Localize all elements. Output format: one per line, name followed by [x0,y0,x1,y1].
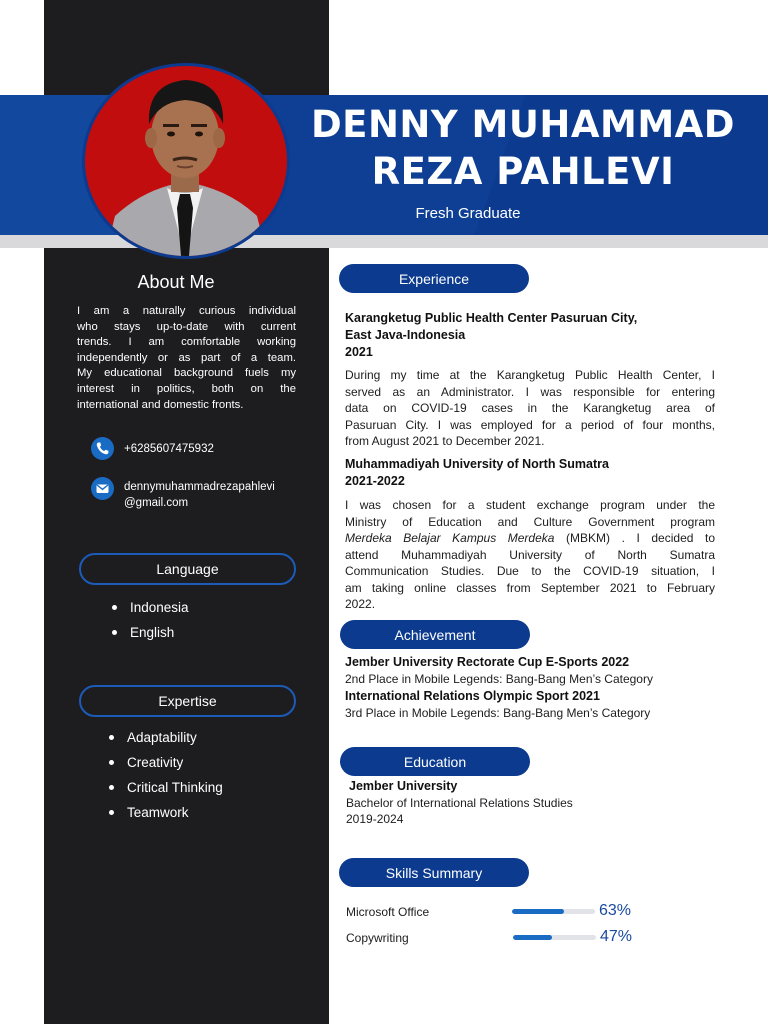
org-line: Muhammadiyah University of North Sumatra [345,457,609,471]
email-address[interactable] [124,479,275,511]
about-line: I am a naturally curious individual [77,305,296,317]
about-line: independently or as part of a team. [77,351,296,364]
name-line-1: DENNY MUHAMMAD [310,103,736,146]
skill-fill [513,935,552,940]
language-item: Indonesia [112,598,189,623]
achievement-result: 2nd Place in Mobile Legends: Bang-Bang Men’s Category [345,672,653,686]
experience-period: 2021-2022 [345,474,405,488]
email-line-2: @gmail.com [124,497,189,509]
program-name: Merdeka Belajar Kampus Merdeka [345,531,555,545]
achievement-list [345,654,745,721]
skill-fill [512,909,564,914]
about-heading: About Me [137,272,215,292]
desc-line: attend Muhammadiyah University of North Sumatra [345,547,715,562]
skill-name: Copywriting [346,931,409,945]
phone-icon [91,437,114,460]
desc-line: from August 2021 to December 2021. [345,434,545,448]
email-line-1: dennymuhammadrezapahlevi [124,481,275,493]
full-name [288,101,758,195]
skills-heading: Skills Summary [339,858,529,887]
skill-percent: 63% [599,902,632,919]
org-line: East Java-Indonesia [345,328,466,342]
expertise-list [109,728,223,828]
achievement-heading: Achievement [340,620,530,649]
mail-icon [91,477,114,500]
experience-period: 2021 [345,345,373,359]
profile-photo [82,63,290,259]
desc-line: served as an Administrator. I was responsible for entering [345,384,715,399]
desc-line: data on COVID-19 cases in the Karangketug area of [345,401,715,415]
desc-fragment: (MBKM) . I decided to [554,531,715,545]
about-text [77,304,296,413]
job-title: Fresh Graduate [415,205,521,222]
desc-line: am taking online classes from September 2021 to February [345,580,715,595]
education-degree: Bachelor of International Relations Studies [346,796,573,810]
experience-desc-1 [345,367,715,450]
mail-glyph [91,477,114,500]
org-line: Karangketug Public Health Center Pasuruan City, [345,311,638,325]
education-heading: Education [340,747,530,776]
experience-heading: Experience [339,264,529,293]
desc-line: During my time at the Karangketug Public Health Center, I [345,368,715,382]
experience-org-2 [345,456,725,490]
about-line: interest in politics, both on the [77,382,296,395]
skill-bar [512,909,595,914]
about-line: My educational background fuels my [77,367,296,380]
expertise-item: Creativity [109,753,223,778]
language-list [112,598,189,648]
achievement-event: International Relations Olympic Sport 2021 [345,688,600,703]
about-line: international and domestic fronts. [77,398,244,411]
desc-line: I was chosen for a student exchange program under the [345,498,715,512]
about-line: who stays up-to-date with current [77,320,296,333]
experience-desc-2 [345,497,715,613]
skill-name: Microsoft Office [346,905,430,919]
skill-percent: 47% [600,928,633,945]
education-period: 2019-2024 [346,812,404,826]
about-line: trends. I am comfortable working [77,336,296,349]
skill-bar [513,935,596,940]
expertise-item: Adaptability [109,728,223,753]
achievement-event: Jember University Rectorate Cup E-Sports 2022 [345,655,630,669]
phone-number[interactable]: +6285607475932 [124,443,214,455]
phone-glyph [91,437,114,460]
expertise-item: Teamwork [109,803,223,828]
language-heading: Language [79,553,296,585]
achievement-result: 3rd Place in Mobile Legends: Bang-Bang Men’s Category [345,705,651,720]
desc-line-mixed [345,530,715,547]
name-line-2: REZA PAHLEVI [371,150,675,193]
desc-line: Pasuruan City. I was employed for a period of four months, [345,417,715,432]
desc-line: Ministry of Education and Culture Government program [345,514,715,529]
portrait-illustration [85,66,287,256]
education-school: Jember University [349,779,458,793]
language-item: English [112,623,189,648]
expertise-item: Critical Thinking [109,778,223,803]
experience-org-1 [345,310,725,361]
desc-line: 2022. [345,597,376,611]
expertise-heading: Expertise [79,685,296,717]
desc-line: Communication Studies. Due to the COVID-19 situation, I [345,564,715,578]
